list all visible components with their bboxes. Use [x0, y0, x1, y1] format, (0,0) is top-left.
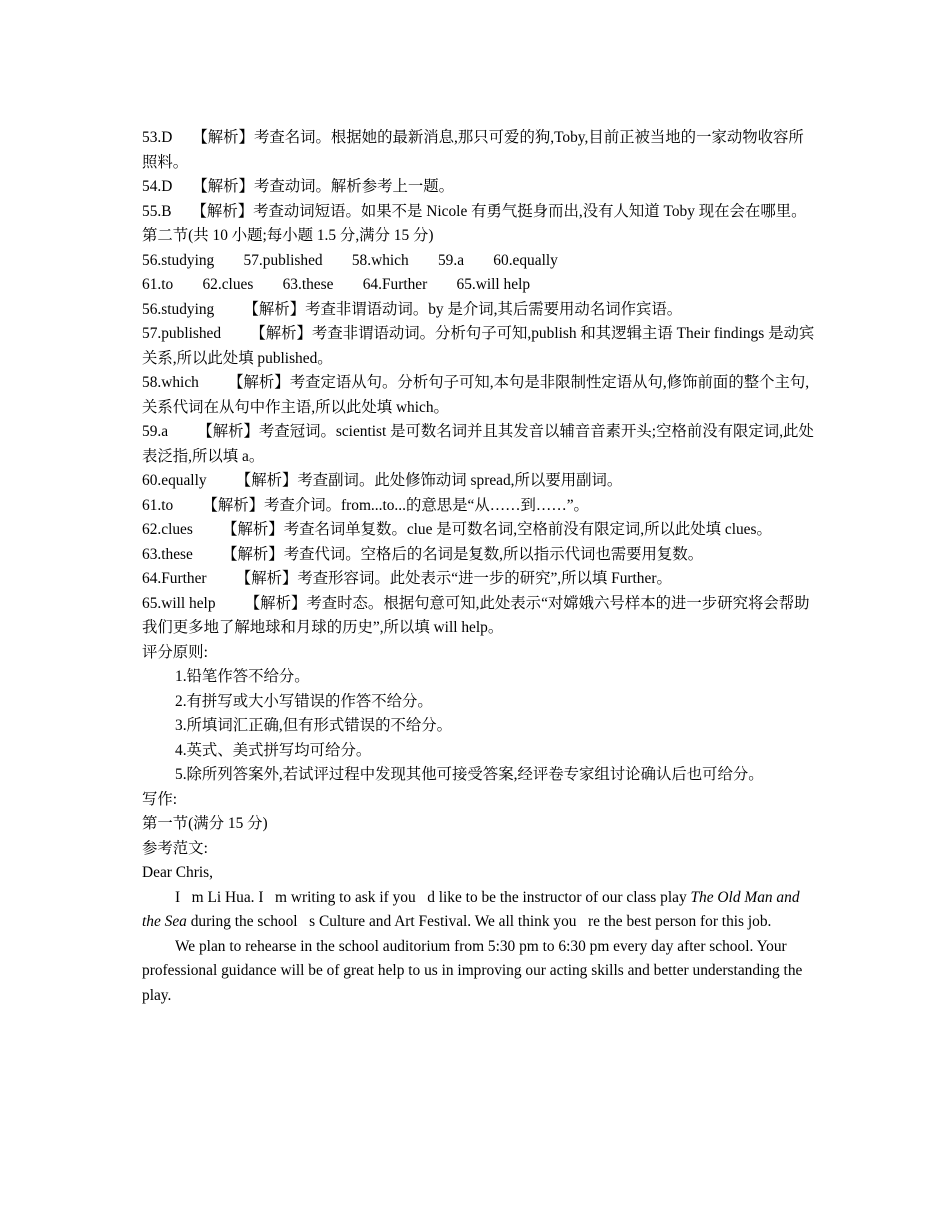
explanation-text: 考查副词。此处修饰动词 spread,所以要用副词。: [297, 472, 623, 489]
question-number: 57.published: [142, 325, 222, 342]
explanation-56: [142, 298, 817, 323]
analysis-tag: 【解析】: [250, 325, 312, 342]
play-title: The Old Man and the Sea: [142, 888, 800, 930]
analysis-tag: 【解析】: [192, 129, 254, 146]
explanation-text: 考查名词单复数。clue 是可数名词,空格前没有限定词,所以此处填 clues。: [283, 521, 772, 538]
question-number: 62.clues: [142, 521, 193, 538]
key-item: 64.Further: [362, 276, 428, 293]
explanation-text: 考查冠词。scientist 是可数名词并且其发音以辅音音素开头;空格前没有限定词,此处表泛指,所以填 a。: [142, 423, 814, 465]
key-item: 56.studying: [142, 251, 215, 269]
key-item: 62.clues: [202, 276, 254, 293]
explanation-text: 考查时态。根据句意可知,此处表示“对嫦娥六号样本的进一步研究将会帮助我们更多地了解地球和月球的历史”,所以填 will help。: [142, 594, 810, 636]
question-number: 58.which: [142, 374, 199, 391]
analysis-tag: 【解析】: [244, 594, 307, 612]
analysis-tag: 【解析】: [235, 472, 298, 489]
answer-55: [142, 200, 817, 225]
key-item: 57.published: [243, 251, 323, 269]
question-number: 53.D: [142, 129, 173, 146]
key-item: 59.a: [437, 251, 465, 269]
paragraph-text: during the school s Culture and Art Festival. We all think you re the best person for this job.: [186, 913, 772, 930]
grading-rule: 3.所填词汇正确,但有形式错误的不给分。: [175, 717, 453, 734]
question-number: 55.B: [142, 202, 172, 220]
explanation-63: [142, 543, 817, 568]
paragraph-text: I m Li Hua. I m writing to ask if you d like to be the instructor of our class play: [175, 888, 691, 906]
explanation-text: 考查代词。空格后的名词是复数,所以指示代词也需要用复数。: [283, 545, 704, 563]
answer-text: 考查动词。解析参考上一题。: [253, 178, 455, 195]
grading-rule: 2.有拼写或大小写错误的作答不给分。: [175, 692, 433, 710]
analysis-tag: 【解析】: [192, 178, 254, 195]
sample-essay-label: 参考范文:: [142, 839, 208, 857]
grading-rule: 5.除所列答案外,若试评过程中发现其他可接受答案,经评卷专家组讨论确认后也可给分。: [175, 766, 764, 783]
key-item: 60.equally: [493, 251, 558, 269]
answer-key-content: [142, 126, 817, 1008]
explanation-65: [142, 592, 817, 641]
writing-section1-header: 第一节(满分 15 分): [142, 815, 268, 832]
question-number: 65.will help: [142, 594, 216, 612]
key-row-1: [142, 249, 817, 274]
question-number: 54.D: [142, 178, 173, 195]
analysis-tag: 【解析】: [222, 521, 284, 538]
explanation-text: 考查介词。from...to...的意思是“从……到……”。: [264, 496, 589, 514]
answer-text: 考查动词短语。如果不是 Nicole 有勇气挺身而出,没有人知道 Toby 现在会在哪里。: [253, 202, 807, 220]
question-number: 59.a: [142, 423, 169, 440]
question-number: 61.to: [142, 496, 174, 514]
explanation-62: [142, 518, 817, 543]
grading-rule: 1.铅笔作答不给分。: [175, 668, 310, 685]
analysis-tag: 【解析】: [235, 570, 298, 587]
writing-header: 写作:: [142, 790, 178, 808]
letter-salutation: Dear Chris,: [142, 864, 213, 881]
grading-header: 评分原则:: [142, 643, 208, 661]
explanation-60: [142, 469, 817, 494]
answer-text: 考查名词。根据她的最新消息,那只可爱的狗,Toby,目前正被当地的一家动物收容所照料。: [142, 129, 804, 171]
explanation-text: 考查非谓语动词。by 是介词,其后需要用动名词作宾语。: [305, 300, 683, 318]
explanation-58: [142, 371, 817, 420]
analysis-tag: 【解析】: [222, 545, 284, 563]
explanation-61: [142, 494, 817, 519]
grading-rule: 4.英式、美式拼写均可给分。: [175, 741, 372, 759]
explanation-64: [142, 567, 817, 592]
key-item: 61.to: [142, 276, 174, 293]
analysis-tag: 【解析】: [228, 374, 290, 391]
question-number: 64.Further: [142, 570, 207, 587]
analysis-tag: 【解析】: [202, 496, 265, 514]
explanation-text: 考查非谓语动词。分析句子可知,publish 和其逻辑主语 Their findings 是动宾关系,所以此处填 published。: [142, 325, 815, 367]
letter-paragraph-2: We plan to rehearse in the school auditorium from 5:30 pm to 6:30 pm every day after school. Your professional guidance will be of great help to us in improving our acting skills and better understanding the play.: [142, 937, 803, 1004]
explanation-text: 考查形容词。此处表示“进一步的研究”,所以填 Further。: [297, 570, 672, 587]
explanation-57: [142, 322, 817, 371]
section2-header: 第二节(共 10 小题;每小题 1.5 分,满分 15 分): [142, 227, 434, 244]
explanation-59: [142, 420, 817, 469]
analysis-tag: 【解析】: [197, 423, 259, 440]
answer-53: [142, 126, 817, 175]
analysis-tag: 【解析】: [243, 300, 306, 318]
letter-paragraph-1: [142, 886, 817, 935]
key-row-2: [142, 273, 817, 298]
question-number: 56.studying: [142, 300, 215, 318]
answer-54: [142, 175, 817, 200]
analysis-tag: 【解析】: [191, 202, 254, 220]
question-number: 60.equally: [142, 472, 207, 489]
key-item: 58.which: [351, 251, 409, 269]
key-item: 65.will help: [456, 276, 531, 293]
key-item: 63.these: [282, 276, 334, 293]
explanation-text: 考查定语从句。分析句子可知,本句是非限制性定语从句,修饰前面的整个主句,关系代词在从句中作主语,所以此处填 which。: [142, 374, 810, 416]
question-number: 63.these: [142, 545, 193, 563]
